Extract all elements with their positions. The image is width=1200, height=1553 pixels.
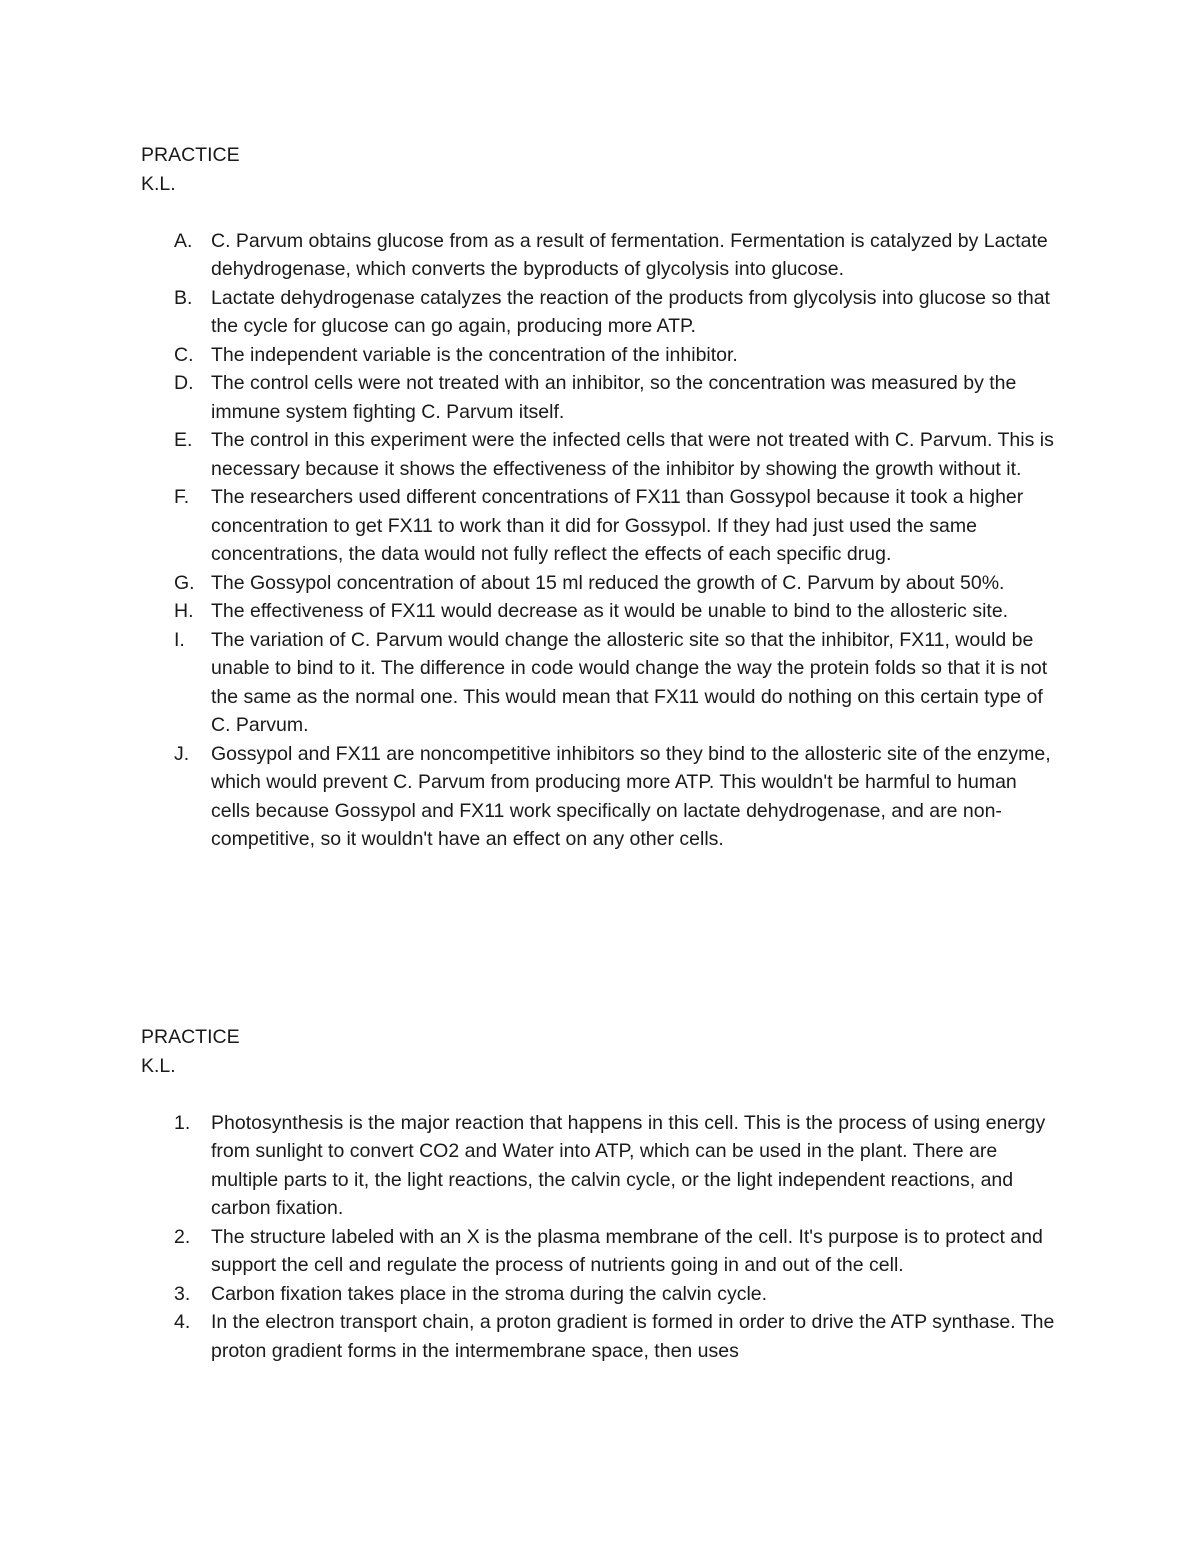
list-item-text: The researchers used different concentrations of FX11 than Gossypol because it took a higher concentration to get FX11 to work than it did for Gossypol. If they had just used the same concentrations, the data would not fully reflect the effects of each specific drug. (211, 486, 1024, 565)
list-marker: 1. (174, 1111, 191, 1134)
list-item (141, 597, 1061, 626)
list-item-text: C. Parvum obtains glucose from as a result of fermentation. Fermentation is catalyzed by Lactate dehydrogenase, which converts the byproducts of glycolysis into glucose. (211, 229, 1048, 280)
list-item-text: The Gossypol concentration of about 15 ml reduced the growth of C. Parvum by about 50%. (211, 571, 1005, 594)
blank-line (141, 198, 1071, 227)
list-item-text: The variation of C. Parvum would change the allosteric site so that the inhibitor, FX11, would be unable to bind to it. The difference in code would change the way the protein folds so that it is not the same as the normal one. This would mean that FX11 would do nothing on this certain type of C. Parvum. (211, 628, 1048, 736)
list-marker: 2. (174, 1225, 191, 1248)
list-item-text: The independent variable is the concentration of the inhibitor. (211, 343, 738, 366)
list-marker: E. (174, 429, 193, 451)
list-marker: D. (174, 372, 194, 394)
list-item (141, 284, 1061, 341)
list-marker: C. (174, 343, 194, 366)
section-title: PRACTICE (141, 1026, 240, 1048)
list-item (141, 341, 1061, 370)
list-item-text: The control in this experiment were the infected cells that were not treated with C. Parvum. This is necessary because it shows the effectiveness of the inhibitor by showing the growth without it. (211, 429, 1054, 480)
list-item (141, 569, 1061, 598)
list-marker: H. (174, 600, 194, 622)
list-marker: G. (174, 571, 195, 594)
list-item (141, 227, 1061, 284)
list-item-text: The control cells were not treated with an inhibitor, so the concentration was measured by the immune system fighting C. Parvum itself. (211, 372, 1017, 423)
list-item-text: Photosynthesis is the major reaction that happens in this cell. This is the process of using energy from sunlight to convert CO2 and Water into ATP, which can be used in the plant. There are multiple parts to it, the light reactions, the calvin cycle, or the light independent reactions, and carbon fixation. (211, 1111, 1046, 1219)
answer-list-numbers (141, 1109, 1071, 1366)
blank-line (141, 1080, 1071, 1109)
list-item (141, 1308, 1061, 1365)
list-item (141, 1223, 1061, 1280)
author-initials: K.L. (141, 1054, 176, 1077)
list-item (141, 369, 1061, 426)
list-item (141, 483, 1061, 569)
list-item (141, 1280, 1061, 1309)
list-item-text: In the electron transport chain, a proton gradient is formed in order to drive the ATP synthase. The proton gradient forms in the intermembrane space, then uses (211, 1311, 1055, 1362)
list-item-text: Carbon fixation takes place in the stroma during the calvin cycle. (211, 1282, 768, 1305)
list-item (141, 740, 1061, 854)
list-item (141, 426, 1061, 483)
list-marker: 3. (174, 1282, 191, 1305)
list-item-text: The effectiveness of FX11 would decrease as it would be unable to bind to the allosteric site. (211, 600, 1009, 622)
practice-section-numbers (141, 1023, 1071, 1365)
list-marker: 4. (174, 1311, 191, 1333)
list-marker: F. (174, 486, 190, 508)
list-item-text: Gossypol and FX11 are noncompetitive inhibitors so they bind to the allosteric site of the enzyme, which would prevent C. Parvum from producing more ATP. This wouldn't be harmful to human cells because Gossypol and FX11 work specifically on lactate dehydrogenase, and are non-competitive, so it wouldn't have an effect on any other cells. (211, 742, 1051, 850)
list-marker: J. (174, 742, 190, 765)
list-marker: B. (174, 286, 193, 309)
answer-list-letters (141, 227, 1071, 854)
author-initials: K.L. (141, 172, 176, 195)
list-item-text: Lactate dehydrogenase catalyzes the reaction of the products from glycolysis into glucose so that the cycle for glucose can go again, producing more ATP. (211, 286, 1050, 337)
list-item (141, 626, 1061, 740)
list-marker: A. (174, 229, 193, 252)
list-item-text: The structure labeled with an X is the plasma membrane of the cell. It's purpose is to protect and support the cell and regulate the process of nutrients going in and out of the cell. (211, 1225, 1043, 1276)
list-item (141, 1109, 1061, 1223)
practice-section-letters (141, 141, 1071, 854)
list-marker: I. (174, 628, 185, 651)
section-title: PRACTICE (141, 144, 240, 166)
